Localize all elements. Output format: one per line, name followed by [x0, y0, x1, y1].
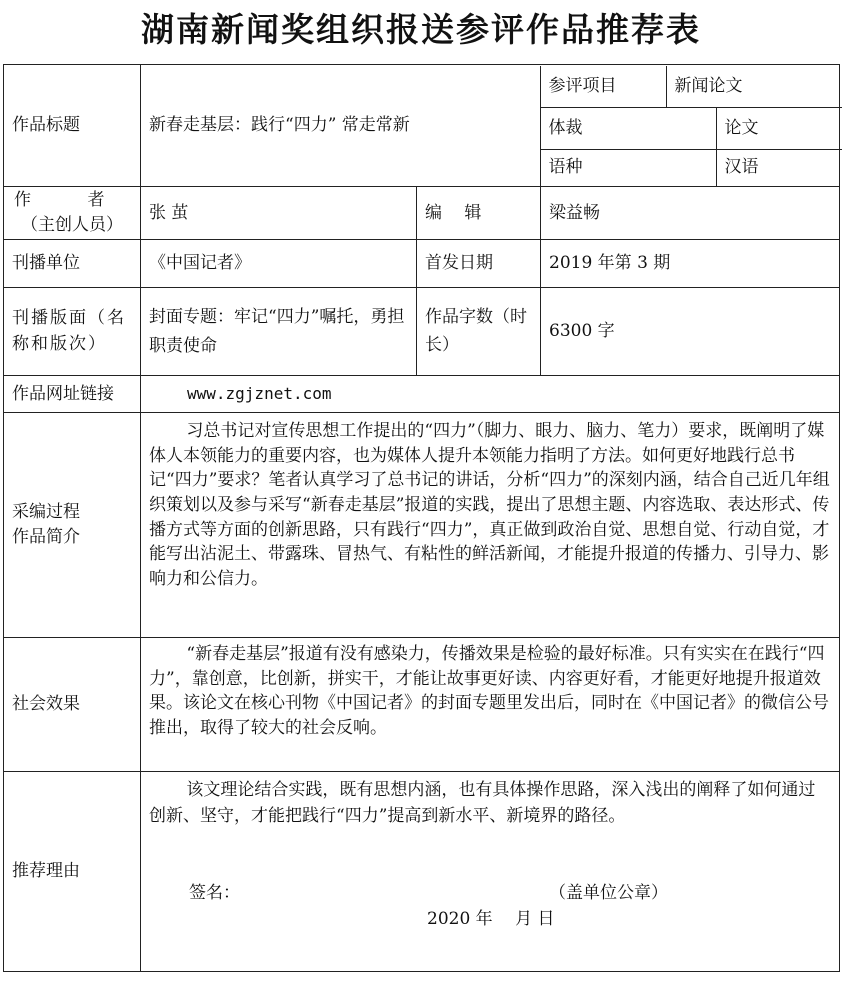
category-label: 参评项目 [540, 66, 666, 108]
row-process [4, 413, 840, 638]
language-value: 汉语 [716, 150, 842, 186]
author-label-line1: 作 者 [14, 190, 130, 211]
reason-cell [141, 772, 840, 972]
social-label: 社会效果 [4, 638, 141, 772]
work-title-label: 作品标题 [4, 65, 141, 187]
date-label: 首发日期 [417, 240, 541, 288]
genre-label-cell [540, 108, 716, 150]
language-label: 语种 [540, 150, 716, 186]
sign-label: 签名： [189, 883, 240, 903]
editor-label: 编 辑 [417, 187, 541, 240]
social-text: “新春走基层”报道有没有感染力，传播效果是检验的最好标准。只有实实在在践行“四力”，靠创意，比创新，拼实干，才能让故事更好读、内容更好看，才能更好地提升报道效果。该论文在核心刊物《中国记者》的封面专题里发出后，同时在《中国记者》的微信公号推出，取得了较大的社会反响。 [141, 638, 840, 772]
signature-line [149, 881, 831, 907]
row-social [4, 638, 840, 772]
date-line [149, 907, 831, 933]
process-text: 习总书记对宣传思想工作提出的“四力”（脚力、眼力、脑力、笔力）要求，既阐明了媒体人本领能力的重要内容，也为媒体人提升本领能力指明了方法。如何更好地践行总书记“四力”要求？笔者认真学习了总书记的讲话，分析“四力”的深刻内涵，结合自己近几年组织策划以及参与采写“新春走基层”报道的实践，提出了思想主题、内容选取、表达形式、传播方式等方面的创新思路，只有践行“四力”，真正做到政治自觉、思想自觉、行动自觉，才能写出沾泥土、带露珠、冒热气、有粘性的鲜活新闻，才能提升报道的传播力、引导力、影响力和公信力。 [141, 413, 840, 638]
process-label-line1: 采编过程 [12, 502, 80, 523]
form-title: 湖南新闻奖组织报送参评作品推荐表 [141, 10, 701, 49]
recommendation-form [3, 64, 840, 972]
genre-label: 体裁 [548, 118, 583, 139]
process-label [4, 413, 141, 638]
date-value: 2019 年第 3 期 [541, 240, 840, 288]
word-count-label: 作品字数（时长） [417, 288, 541, 376]
category-value: 新闻论文 [666, 66, 842, 108]
work-title-subtable [141, 66, 842, 186]
row-url [4, 376, 840, 413]
reason-label: 推荐理由 [4, 772, 141, 972]
row-reason [4, 772, 840, 972]
work-title-value: 新春走基层：践行“四力” 常走常新 [141, 66, 540, 186]
publisher-label: 刊播单位 [4, 240, 141, 288]
row-work-title [4, 65, 840, 187]
row-author [4, 187, 840, 240]
layout-label: 刊播版面（名称和版次） [4, 288, 141, 376]
genre-value: 论文 [716, 108, 842, 150]
word-count-value: 6300 字 [541, 288, 840, 376]
row-layout [4, 288, 840, 376]
author-label [4, 187, 141, 240]
seal-label: （盖单位公章） [549, 883, 668, 903]
editor-value: 梁益畅 [541, 187, 840, 240]
process-label-line2: 作品简介 [12, 527, 80, 547]
layout-value: 封面专题：牢记“四力”嘱托，勇担职责使命 [141, 288, 417, 376]
reason-text: 该文理论结合实践，既有思想内涵，也有具体操作思路，深入浅出的阐释了如何通过创新、坚守，才能把践行“四力”提高到新水平、新境界的路径。 [149, 780, 816, 826]
row-publisher [4, 240, 840, 288]
author-value: 张 茧 [141, 187, 417, 240]
url-value: www.zgjznet.com [141, 376, 840, 413]
sign-date: 2020 年 月 日 [427, 909, 555, 929]
url-label: 作品网址链接 [4, 376, 141, 413]
publisher-value: 《中国记者》 [141, 240, 417, 288]
author-label-line2: （主创人员） [21, 215, 123, 235]
